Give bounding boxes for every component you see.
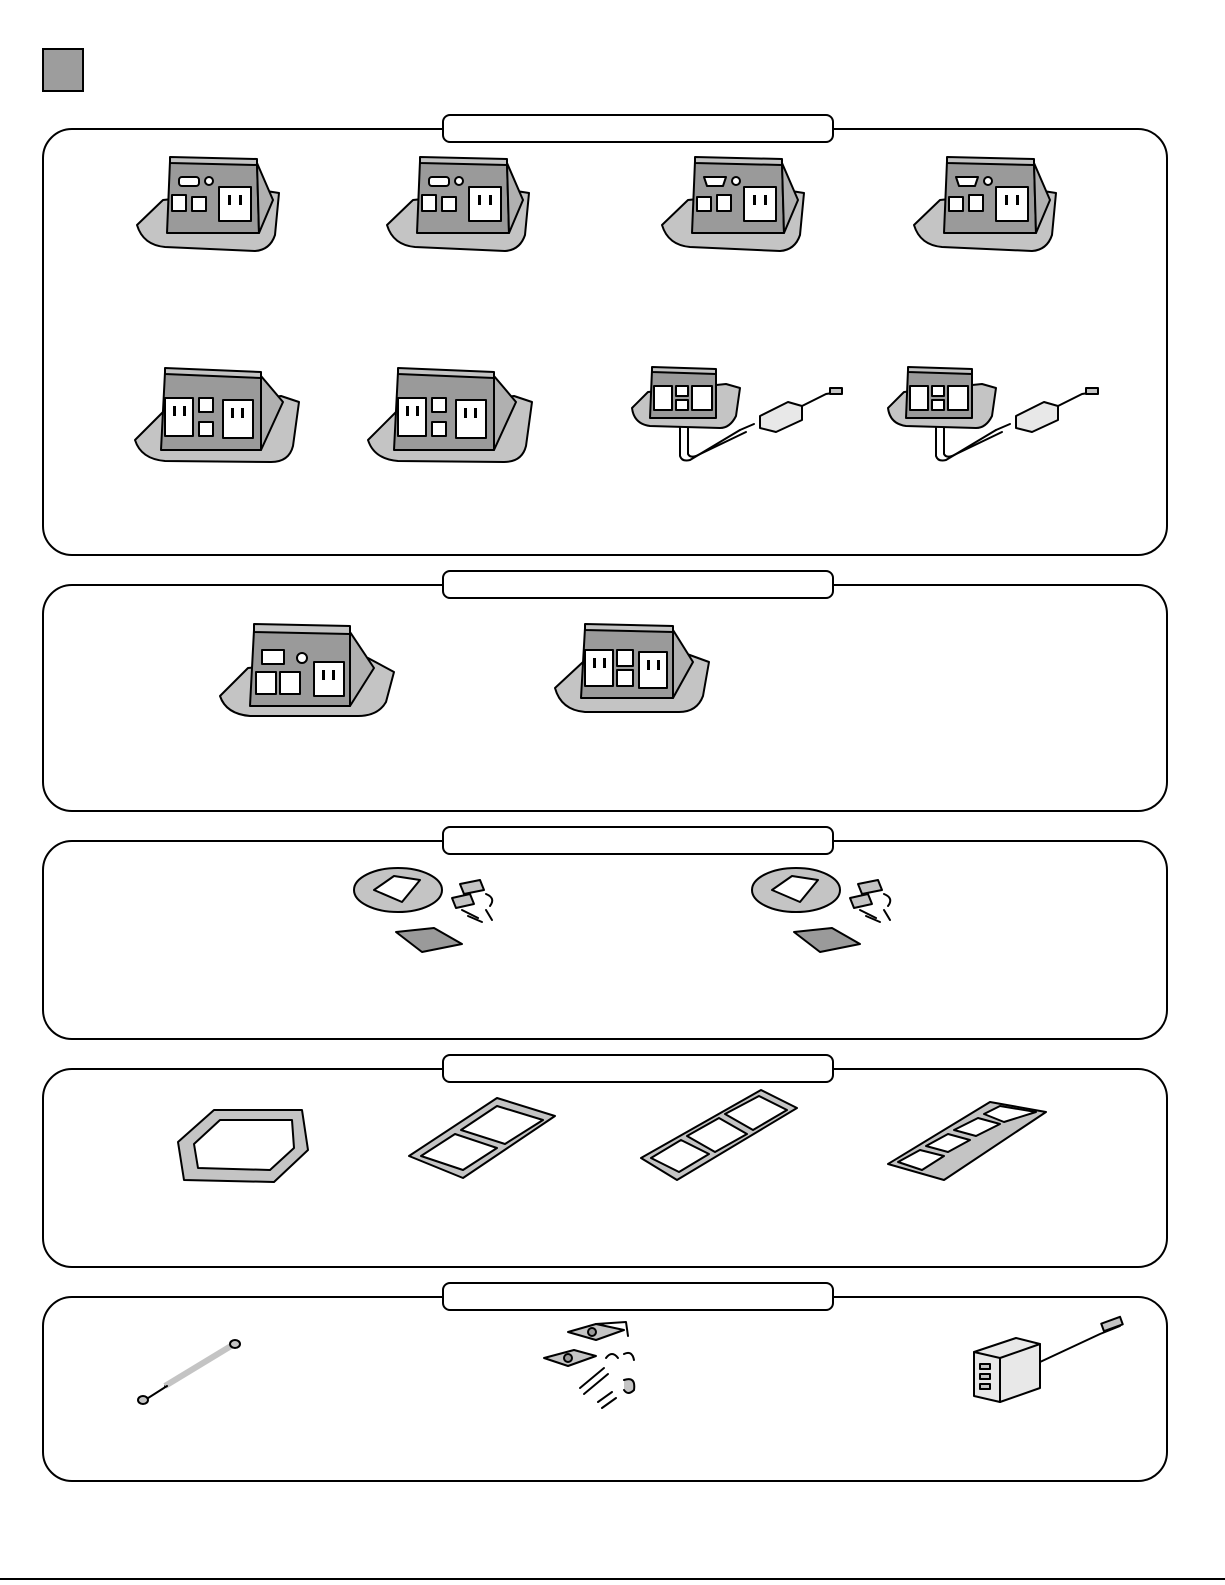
- gas-spring-icon: [135, 1336, 245, 1406]
- popup-box-blank-dual-outlet-icon: [553, 622, 713, 722]
- popup-box-usb-charger-cable-icon: [630, 366, 850, 466]
- popup-box-vga-rj45-outlet-icon: [660, 155, 810, 255]
- popup-box-hdmi-rj45-usb-outlet-icon: [135, 155, 285, 255]
- section-panel-mounting-kits: [42, 840, 1168, 1040]
- page-bottom-rule: [0, 1578, 1225, 1580]
- popup-box-dual-outlet-data-icon: [366, 366, 536, 466]
- mounting-hardware-kit-icon: [540, 1314, 650, 1414]
- popup-box-vga-usb-rj45-outlet-icon: [912, 155, 1062, 255]
- round-trim-ring-kit-icon: [352, 866, 502, 966]
- section-heading-tab: [442, 570, 834, 599]
- popup-box-hdmi-rj45-usb-outlet-icon: [385, 155, 535, 255]
- section-heading-tab: [442, 1282, 834, 1311]
- popup-box-usb-charger-cable-icon: [886, 366, 1106, 466]
- popup-box-dual-outlet-data-icon: [133, 366, 303, 466]
- section-marker-square-icon: [42, 48, 84, 92]
- single-trim-frame-icon: [174, 1104, 314, 1190]
- round-trim-ring-kit-icon: [750, 866, 900, 966]
- section-heading-tab: [442, 114, 834, 143]
- triple-trim-frame-icon: [637, 1088, 802, 1198]
- usb-power-adapter-icon: [970, 1312, 1135, 1412]
- section-heading-tab: [442, 826, 834, 855]
- section-heading-tab: [442, 1054, 834, 1083]
- quad-trim-frame-icon: [886, 1100, 1051, 1190]
- double-trim-frame-icon: [405, 1094, 560, 1194]
- popup-box-blank-vga-outlet-icon: [218, 622, 398, 722]
